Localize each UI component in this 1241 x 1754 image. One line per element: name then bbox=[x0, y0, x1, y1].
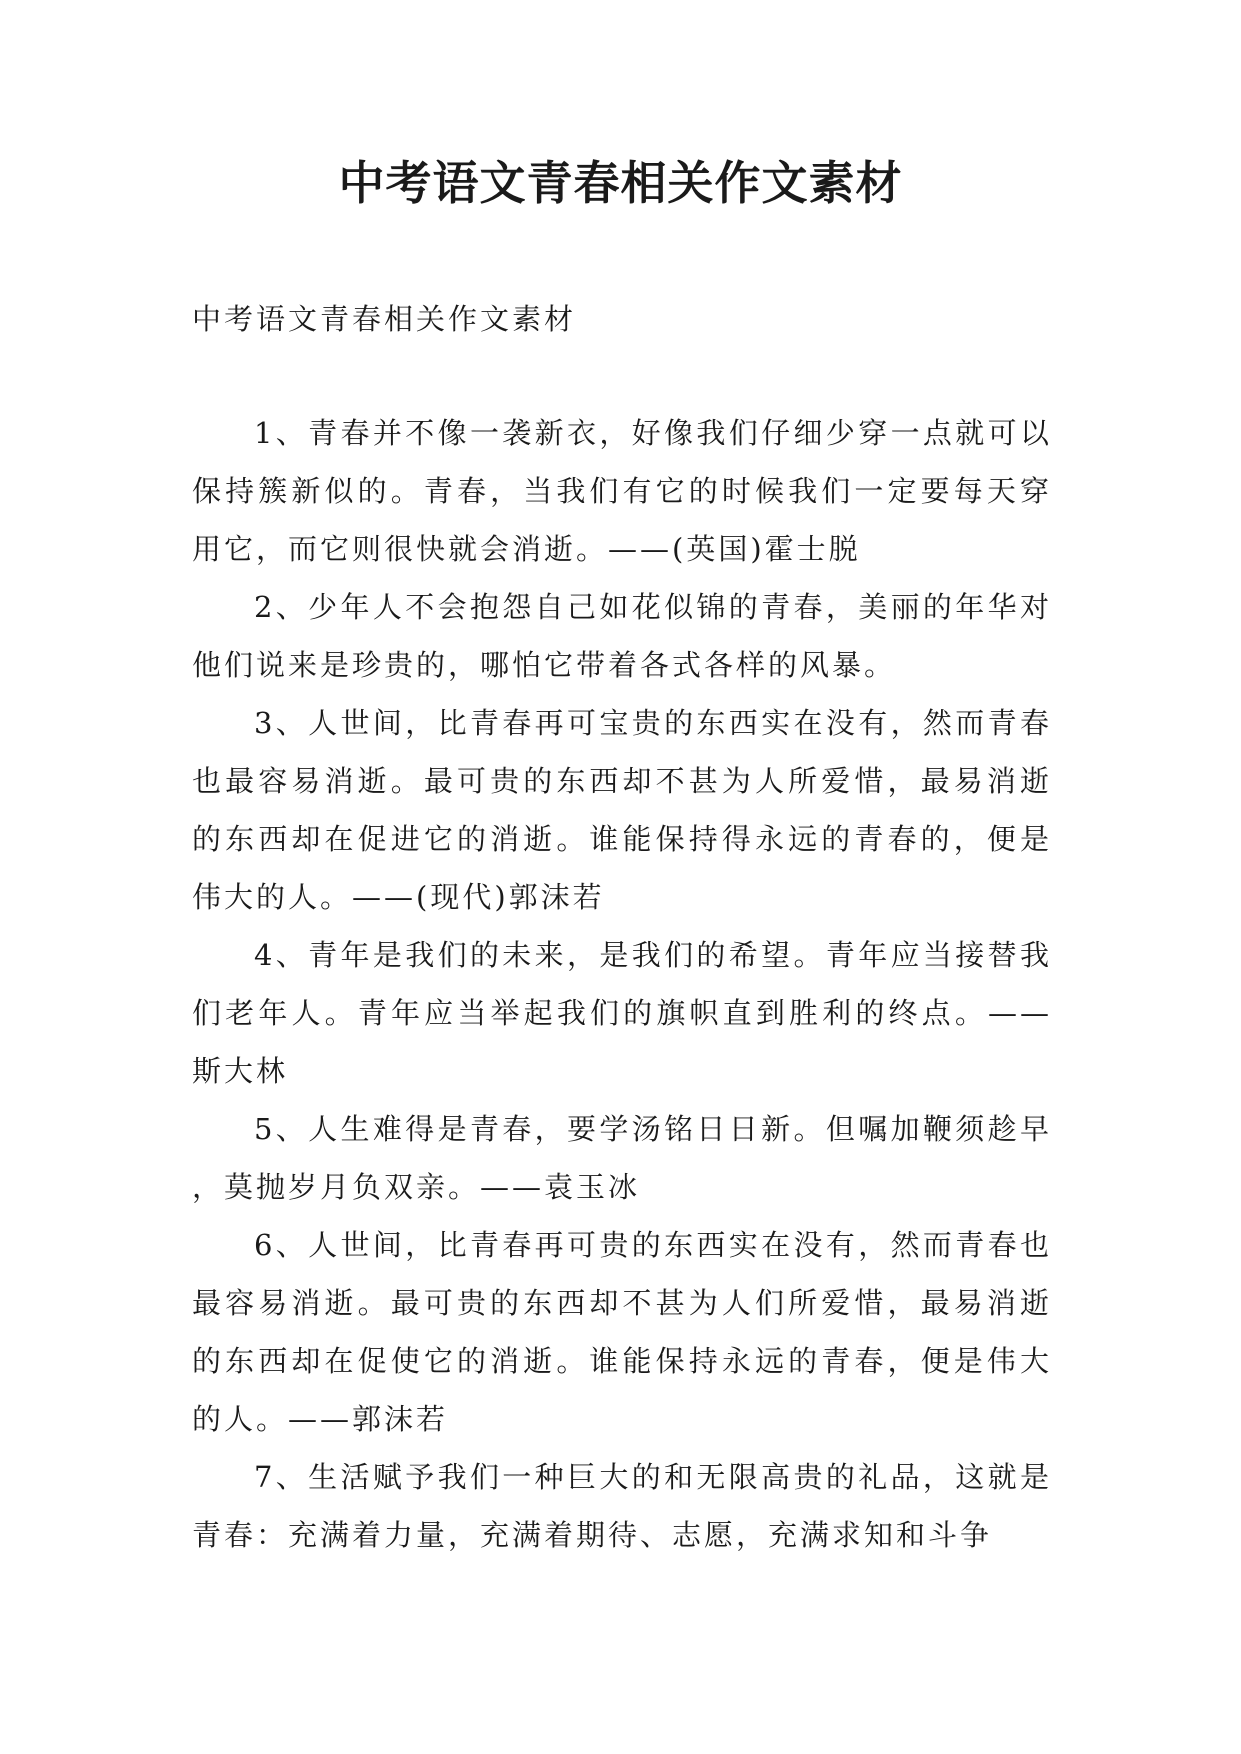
paragraph-2: 2、少年人不会抱怨自己如花似锦的青春，美丽的年华对他们说来是珍贵的，哪怕它带着各式各样的风暴。 bbox=[192, 590, 1052, 682]
paragraph-7: 7、生活赋予我们一种巨大的和无限高贵的礼品，这就是青春：充满着力量，充满着期待、志愿，充满求知和斗争 bbox=[192, 1460, 1052, 1552]
document-subtitle: 中考语文青春相关作文素材 bbox=[192, 302, 577, 336]
document-body bbox=[192, 290, 1052, 1564]
page-title: 中考语文青春相关作文素材 bbox=[338, 156, 903, 210]
paragraph-5: 5、人生难得是青春，要学汤铭日日新。但嘱加鞭须趁早，莫抛岁月负双亲。——袁玉冰 bbox=[192, 1112, 1052, 1204]
paragraph-6: 6、人世间，比青春再可贵的东西实在没有，然而青春也最容易消逝。最可贵的东西却不甚为人们所爱惜，最易消逝的东西却在促使它的消逝。谁能保持永远的青春，便是伟大的人。——郭沫若 bbox=[192, 1228, 1052, 1436]
paragraph-3: 3、人世间，比青春再可宝贵的东西实在没有，然而青春也最容易消逝。最可贵的东西却不甚为人所爱惜，最易消逝的东西却在促进它的消逝。谁能保持得永远的青春的，便是伟大的人。——(现代)郭沫若 bbox=[192, 706, 1052, 914]
paragraph-1: 1、青春并不像一袭新衣，好像我们仔细少穿一点就可以保持簇新似的。青春，当我们有它的时候我们一定要每天穿用它，而它则很快就会消逝。——(英国)霍士脱 bbox=[192, 416, 1052, 566]
paragraph-4: 4、青年是我们的未来，是我们的希望。青年应当接替我们老年人。青年应当举起我们的旗帜直到胜利的终点。——斯大林 bbox=[192, 938, 1052, 1088]
